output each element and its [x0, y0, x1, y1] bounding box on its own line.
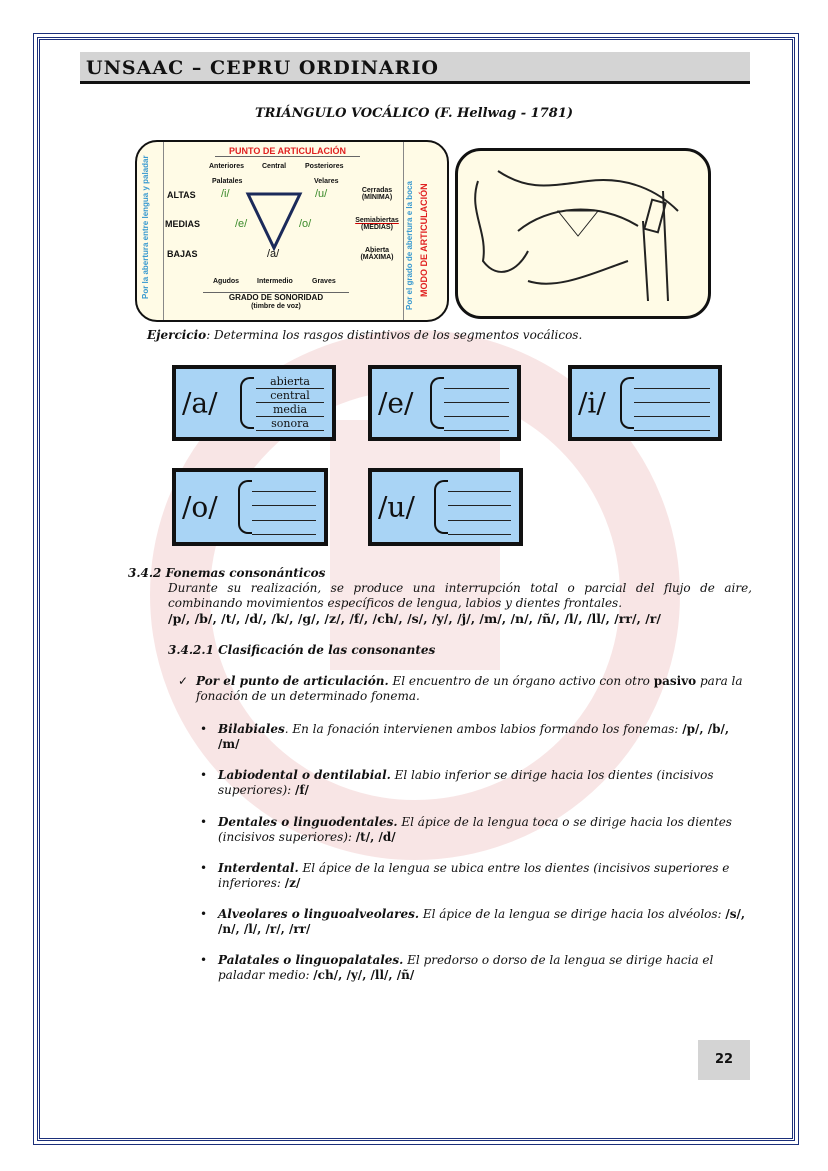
vowel-triangle-diagram: [135, 140, 449, 322]
vocal-tract-sketch: [455, 148, 711, 319]
page-number: 22: [698, 1040, 750, 1080]
bullet-item: • Alveolares o linguoalveolares. El ápice de la lengua se dirige hacia los alvéolos: /s/, /n/, /l/, /r/, /rr/: [218, 907, 752, 937]
vowel-label: /i/: [221, 188, 230, 200]
triangle-shape: [245, 190, 305, 252]
page-header: UNSAAC – CEPRU ORDINARIO: [80, 52, 750, 84]
checkmark-icon: ✓: [178, 674, 189, 688]
section-text: Durante su realización, se produce una interrupción total o parcial del flujo de aire, combinando movimientos específicos de lengua, labios y dientes frontales.: [168, 581, 752, 610]
vowel-box-u[interactable]: /u/: [368, 468, 523, 546]
vowel-label: /u/: [315, 188, 328, 200]
right-label: Cerradas (MÍNIMA): [361, 187, 393, 201]
vowel-box-i[interactable]: /i/: [568, 365, 722, 441]
row-label: BAJAS: [167, 249, 198, 259]
phoneme-list: /p/, /b/, /t/, /d/, /k/, /g/, /z/, /f/, /ch/, /s/, /y/, /j/, /m/, /n/, /ñ/, /l/, /ll/, /rr/, /r/: [168, 611, 661, 626]
left-vertical-label: Por la abertura entre lengua y paladar: [141, 155, 150, 299]
row-label: ALTAS: [167, 190, 196, 200]
col-label: Anteriores: [209, 163, 245, 170]
row-label: MEDIAS: [165, 219, 201, 229]
bottom-col: Graves: [312, 278, 336, 285]
bottom-col: Agudos: [213, 278, 240, 285]
vowel-label: /o/: [299, 218, 312, 230]
bullet-item: • Labiodental o dentilabial. El labio inferior se dirige hacia los dientes (incisivos superiores): /f/: [218, 768, 752, 798]
vowel-label: /a/: [267, 248, 280, 260]
section-heading: 3.4.2 Fonemas consonánticos: [128, 566, 326, 580]
col-label: Central: [262, 163, 287, 170]
vowel-label: /e/: [235, 218, 248, 230]
sub-label: Palatales: [212, 178, 243, 185]
exercise-instruction: Ejercicio: Determina los rasgos distintivos de los segmentos vocálicos.: [147, 328, 583, 342]
modo-label: MODO DE ARTICULACIÓN: [419, 183, 429, 297]
punto-title: PUNTO DE ARTICULACIÓN: [215, 146, 360, 157]
figure-title: TRIÁNGULO VOCÁLICO (F. Hellwag - 1781): [254, 106, 574, 121]
col-label: Posteriores: [305, 163, 344, 170]
right-label: Abierta (MÁXIMA): [360, 247, 394, 261]
bullet-item: • Bilabiales. En la fonación intervienen ambos labios formando los fonemas: /p/, /b/, /m/: [218, 722, 752, 752]
vowel-box-a: /a/ abierta central media sonora: [172, 365, 336, 441]
bullet-item: • Palatales o linguopalatales. El predorso o dorso de la lengua se dirige hacia el paladar medio: /ch/, /y/, /ll/, /ñ/: [218, 953, 752, 983]
sonoridad-sub: (timbre de voz): [251, 303, 301, 310]
vowel-box-e[interactable]: /e/: [368, 365, 521, 441]
sonoridad-title: GRADO DE SONORIDAD: [203, 292, 349, 302]
right-vertical-label: Por el grado de abertura e la boca: [405, 181, 414, 310]
sub-label: Velares: [314, 178, 339, 185]
bottom-col: Intermedio: [257, 278, 293, 285]
check-item: ✓ Por el punto de articulación. El encuentro de un órgano activo con otro pasivo para la fonación de un determinado fonema.: [178, 674, 743, 703]
bullet-item: • Dentales o linguodentales. El ápice de la lengua toca o se dirige hacia los dientes (incisivos superiores): /t/, /d/: [218, 815, 752, 845]
subsection-heading: 3.4.2.1 Clasificación de las consonantes: [168, 643, 436, 657]
right-label: Semiabiertas (MEDIAS): [355, 217, 399, 231]
vowel-box-o[interactable]: /o/: [172, 468, 328, 546]
bullet-item: • Interdental. El ápice de la lengua se ubica entre los dientes (incisivos superiores e inferiores: /z/: [218, 861, 752, 891]
